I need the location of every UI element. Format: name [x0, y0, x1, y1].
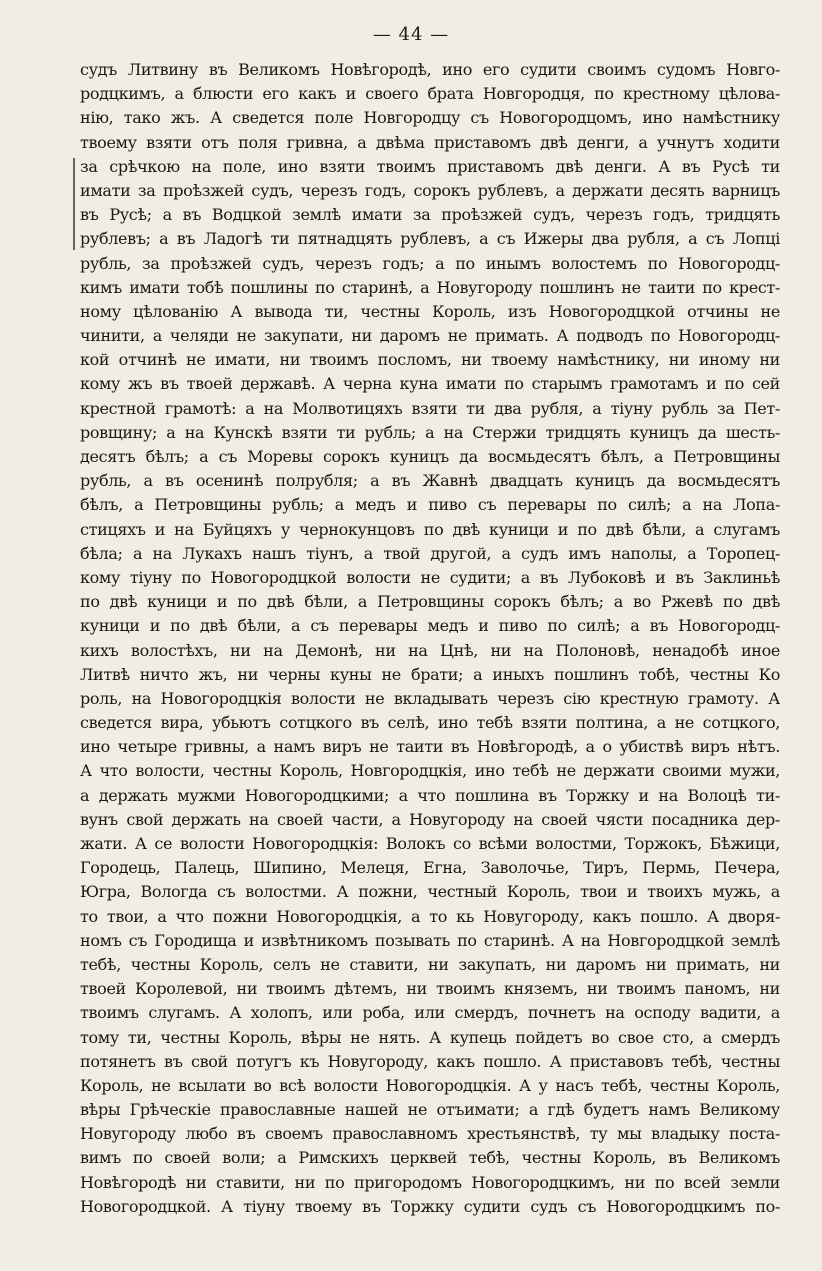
- text-line: жати. А се волости Новогородцкія: Волокъ со всѣми волостми, Торжокъ, Бѣжици,: [80, 834, 780, 853]
- text-line: твоей Королевой, ни твоимъ дѣтемъ, ни твоимъ княземъ, ни твоимъ паномъ, ни: [80, 979, 780, 999]
- text-line: куници и по двѣ бѣли, а съ перевары медъ и пиво по силѣ; а въ Новогородц-: [80, 616, 780, 636]
- text-line: имати за проѣзжей судъ, черезъ годъ, сорокъ рублевъ, а держати десять варницъ: [80, 180, 780, 200]
- text-line: твоему взяти отъ поля гривна, а двѣма приставомъ двѣ денги, а учнутъ ходити: [80, 132, 780, 152]
- text-line: по двѣ куници и по двѣ бѣли, а Петровщины сорокъ бѣлъ; а во Ржевѣ по двѣ: [80, 592, 780, 612]
- text-line: вимъ по своей воли; а Римскихъ церквей тебѣ, честны Король, въ Великомъ: [80, 1148, 780, 1168]
- text-line: ино четыре гривны, а намъ виръ не таити въ Новѣгородѣ, а о убиствѣ виръ нѣтъ.: [80, 737, 780, 757]
- text-line: стицяхъ и на Буйцяхъ у чернокунцовъ по двѣ куници и по двѣ бѣли, а слугамъ: [80, 519, 780, 539]
- text-line: вунъ свой держать на своей части, а Новугороду на своей чясти посадника дер-: [80, 809, 780, 829]
- text-line: Литвѣ ничто жъ, ни черны куны не брати; а иныхъ пошлинъ тобѣ, честны Ко: [80, 664, 780, 684]
- text-line: крестной грамотѣ: а на Молвотицяхъ взяти ти два рубля, а тіуну рубль за Пет-: [80, 398, 780, 418]
- text-line: Новогородцкой. А тіуну твоему въ Торжку судити судъ съ Новогородцкимъ по-: [80, 1196, 780, 1216]
- text-line: номъ съ Городища и извѣтникомъ позывать по старинѣ. А на Новгородцкой землѣ: [80, 930, 780, 950]
- text-line: тебѣ, честны Король, селъ не ставити, ни закупать, ни даромъ ни примать, ни: [80, 954, 780, 974]
- text-body: [80, 58, 780, 1219]
- text-line: ному цѣлованію А вывода ти, честны Король, изъ Новогородцкой отчины не: [80, 301, 780, 321]
- text-line: рублевъ; а въ Ладогѣ ти пятнадцять рублевъ, а съ Ижеры два рубля, а съ Лопці: [80, 229, 780, 249]
- text-line: десятъ бѣлъ; а съ Моревы сорокъ куницъ да восмьдесятъ бѣлъ, а Петровщины: [80, 447, 780, 466]
- text-line: рубль, а въ осенинѣ полрубля; а въ Жавнѣ двадцать куницъ да восмьдесятъ: [80, 471, 780, 491]
- text-line: сведется вира, убьютъ сотцкого въ селѣ, ино тебѣ взяти полтина, а не сотцкого,: [80, 713, 780, 733]
- text-line: родцкимъ, а блюсти его какъ и своего брата Новгородця, по крестному цѣлова-: [80, 84, 780, 104]
- text-line: тому ти, честны Король, вѣры не нять. А купець пойдетъ во свое сто, а смердъ: [80, 1027, 780, 1047]
- text-line: кихъ волостѣхъ, ни на Демонѣ, ни на Цнѣ, ни на Полоновѣ, ненадобѣ иное: [80, 640, 780, 660]
- text-line: кому жъ въ твоей державѣ. А черна куна имати по старымъ грамотамъ и по сей: [80, 374, 780, 394]
- text-line: рубль, за проѣзжей судъ, черезъ годъ; а по инымъ волостемъ по Новогородц-: [80, 253, 780, 273]
- text-line: Король, не всылати во всѣ волости Новогородцкія. А у насъ тебѣ, честны Король,: [80, 1075, 780, 1095]
- text-line: потянетъ въ свой потугъ къ Новугороду, какъ пошло. А приставовъ тебѣ, честны: [80, 1051, 780, 1071]
- text-line: ровщину; а на Кунскѣ взяти ти рубль; а на Стержи тридцять куницъ да шесть-: [80, 422, 780, 442]
- text-line: кимъ имати тобѣ пошлины по старинѣ, а Новугороду пошлинъ не таити по крест-: [80, 277, 780, 297]
- text-line: за срѣчкою на поле, ино взяти твоимъ приставомъ двѣ денги. А въ Русѣ ти: [80, 156, 780, 176]
- text-line: нію, тако жъ. А сведется поле Новгородцу съ Новогородцомъ, ино намѣстнику: [80, 108, 780, 128]
- text-line: вѣры Грѣческіе православные нашей не отъимати; а гдѣ будетъ намъ Великому: [80, 1100, 780, 1120]
- text-line: Югра, Вологда съ волостми. А пожни, честный Король, твои и твоихъ мужь, а: [80, 882, 780, 902]
- text-line: судъ Литвину въ Великомъ Новѣгородѣ, ино его судити своимъ судомъ Новго-: [80, 60, 780, 79]
- text-line: бѣлъ, а Петровщины рубль; а медъ и пиво съ перевары по силѣ; а на Лопа-: [80, 495, 780, 515]
- text-line: то твои, а что пожни Новогородцкія, а то кь Новугороду, какъ пошло. А дворя-: [80, 906, 780, 926]
- text-line: Новѣгородѣ ни ставити, ни по пригородомъ Новогородцкимъ, ни по всей земли: [80, 1172, 780, 1192]
- text-line: А что волости, честны Король, Новгородцкія, ино тебѣ не держати своими мужи,: [80, 761, 780, 781]
- text-line: Новугороду любо въ своемъ православномъ хрестьянствѣ, ту мы владыку поста-: [80, 1124, 780, 1144]
- text-line: роль, на Новогородцкія волости не вкладывать черезъ сію крестную грамоту. А: [80, 688, 780, 708]
- text-line: бѣла; а на Лукахъ нашъ тіунъ, а твой другой, а судъ имъ наполы, а Торопец-: [80, 543, 780, 563]
- text-line: кому тіуну по Новогородцкой волости не судити; а въ Лубоковѣ и въ Заклиньѣ: [80, 567, 780, 587]
- text-line: кой отчинѣ не имати, ни твоимъ посломъ, ни твоему намѣстнику, ни иному ни: [80, 350, 780, 370]
- text-line: Городець, Палець, Шипино, Мелеця, Егна, Заволочье, Тиръ, Пермь, Печера,: [80, 858, 780, 878]
- margin-pencil-mark: [73, 158, 75, 250]
- text-line: твоимъ слугамъ. А холопъ, или роба, или смердъ, почнетъ на осподу вадити, а: [80, 1003, 780, 1023]
- text-line: чинити, а челяди не закупати, ни даромъ не примать. А подводъ по Новогородц-: [80, 326, 780, 346]
- page-number: — 44 —: [372, 24, 450, 45]
- text-line: а держать мужми Новогородцкими; а что пошлина въ Торжку и на Волоцѣ ти-: [80, 785, 780, 805]
- text-line: въ Русѣ; а въ Водцкой землѣ имати за проѣзжей судъ, черезъ годъ, тридцять: [80, 205, 780, 225]
